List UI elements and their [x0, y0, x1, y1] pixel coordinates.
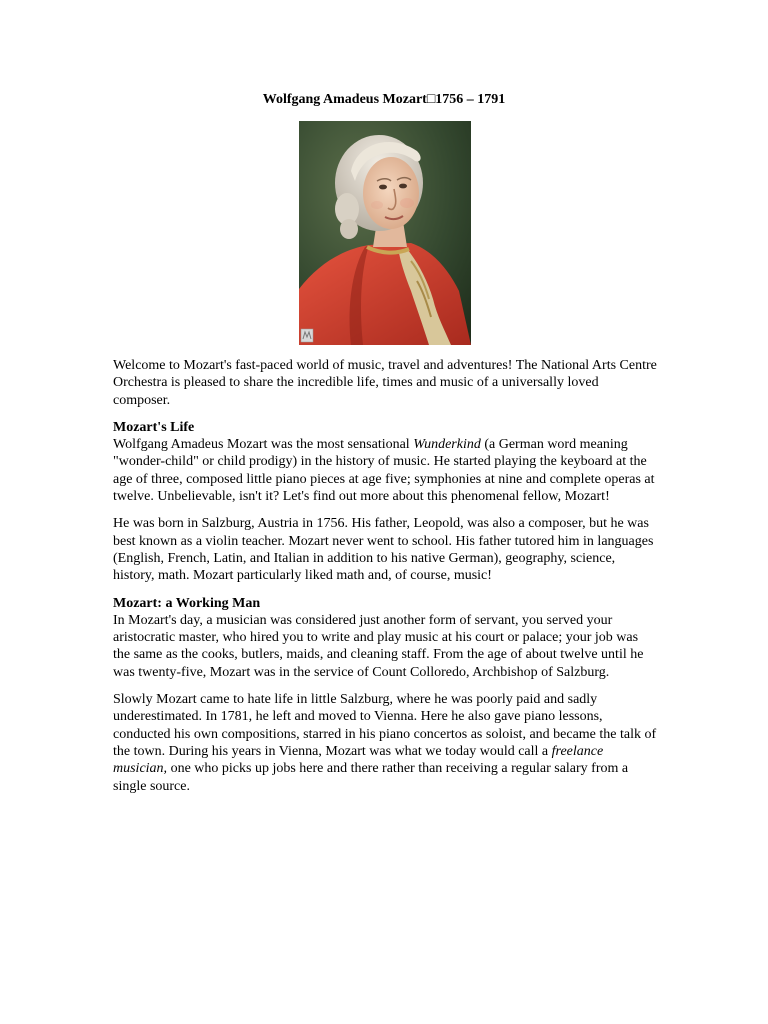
document-title: Wolfgang Amadeus Mozart□1756 – 1791 — [262, 92, 506, 107]
document-body — [113, 357, 658, 805]
section-heading: Mozart: a Working Man — [113, 595, 261, 611]
body-paragraph: He was born in Salzburg, Austria in 1756. His father, Leopold, was also a composer, but he was best known as a violin teacher. Mozart never went to school. His father tutored him in languages (English, French, Latin, and Italian in addition to his native German), geography, science, history, math. Mozart particularly liked math and, of course, music! — [113, 516, 654, 584]
paragraph-text: Wolfgang Amadeus Mozart was the most sensational — [113, 437, 414, 453]
section-mozarts-life — [113, 419, 658, 585]
paragraph-text: one who picks up jobs here and there rather than receiving a regular salary from a single source. — [113, 761, 629, 794]
body-paragraph — [113, 691, 658, 795]
section-heading: Mozart's Life — [113, 419, 195, 435]
body-paragraph: In Mozart's day, a musician was considered just another form of servant, you served your aristocratic master, who hired you to write and play music at his court or palace; your job was the same as the cooks, butlers, maids, and cleaning staff. From the age of about twelve until he was twenty-five, Mozart was in the service of Count Colloredo, Archbishop of Salzburg. — [113, 612, 644, 680]
emphasized-term: Wunderkind — [413, 437, 481, 453]
portrait-illustration — [299, 121, 471, 345]
emphasized-term: freelance musician, — [113, 743, 604, 777]
paragraph-text: (a German word meaning "wonder-child" or child prodigy) in the history of music. He started playing the keyboard at the age of three, composed little piano pieces at age five; symphonies at nine and complete operas at twelve. Unbelievable, isn't it? Let's find out more about this phenomenal fellow, Mozart! — [113, 437, 655, 505]
mozart-portrait-image — [299, 121, 471, 345]
intro-paragraph: Welcome to Mozart's fast-paced world of music, travel and adventures! The National Arts Centre Orchestra is pleased to share the incredible life, times and music of a universally loved composer. — [113, 358, 657, 408]
section-working-man — [113, 595, 658, 795]
body-paragraph — [113, 436, 658, 505]
paragraph-text: Slowly Mozart came to hate life in little Salzburg, where he was poorly paid and sadly underestimated. In 1781, he left and moved to Vienna. Here he also gave piano lessons, conducted his own compositions, starred in his piano concertos as soloist, and became the talk of the town. During his years in Vienna, Mozart was what we today would call a — [113, 692, 657, 759]
